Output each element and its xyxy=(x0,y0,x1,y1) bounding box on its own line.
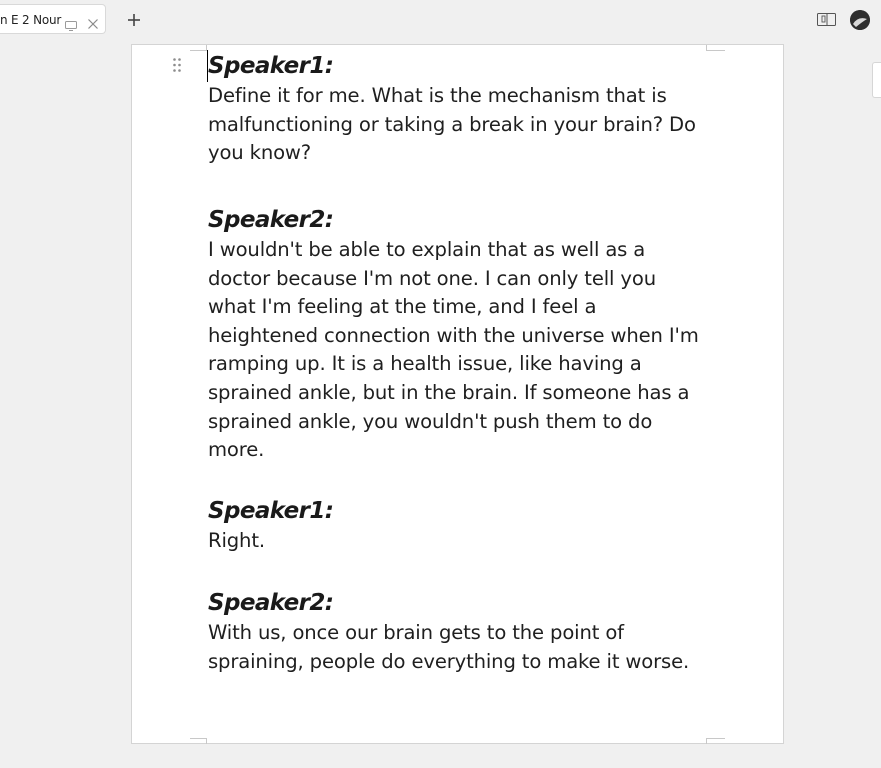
transcript-block xyxy=(208,587,708,676)
transcript-block xyxy=(208,204,708,495)
utterance-text: Right. xyxy=(208,529,265,552)
utterance-text: I wouldn't be able to explain that as well as a doctor because I'm not one. I can only tell you what I'm feeling at the time, and I feel a heightened connection with the universe when I'm ramping up. It is a health issue, like having a sprained ankle, but in the brain. If someone has a sprained ankle, you wouldn't push them to do more. xyxy=(208,238,699,462)
page-corner-mark xyxy=(706,45,725,51)
monitor-icon xyxy=(65,16,77,35)
transcript-block xyxy=(208,50,708,204)
speaker-label: Speaker2: xyxy=(208,207,334,233)
browser-tab[interactable] xyxy=(0,4,106,34)
drag-handle-icon[interactable] xyxy=(172,57,182,73)
close-icon[interactable] xyxy=(87,15,99,27)
plus-icon[interactable] xyxy=(126,12,142,28)
utterance-text: Define it for me. What is the mechanism that is malfunctioning or taking a break in your brain? Do you know? xyxy=(208,84,696,165)
speaker-label: Speaker2: xyxy=(208,590,334,616)
document-page xyxy=(131,44,784,744)
side-panel-toggle[interactable] xyxy=(872,62,881,98)
utterance-text: With us, once our brain gets to the point of spraining, people do everything to make it worse. xyxy=(208,621,690,673)
page-corner-mark xyxy=(190,45,207,51)
transcript-body[interactable] xyxy=(208,50,708,676)
reading-mode-icon[interactable] xyxy=(817,12,837,32)
speaker-label: Speaker1: xyxy=(208,498,334,524)
avatar-icon[interactable] xyxy=(850,10,870,30)
speaker-label: Speaker1: xyxy=(208,53,334,79)
page-corner-mark xyxy=(706,738,725,744)
transcript-block xyxy=(208,495,708,587)
tab-title: n E 2 Nour xyxy=(0,13,62,27)
page-corner-mark xyxy=(190,738,207,744)
